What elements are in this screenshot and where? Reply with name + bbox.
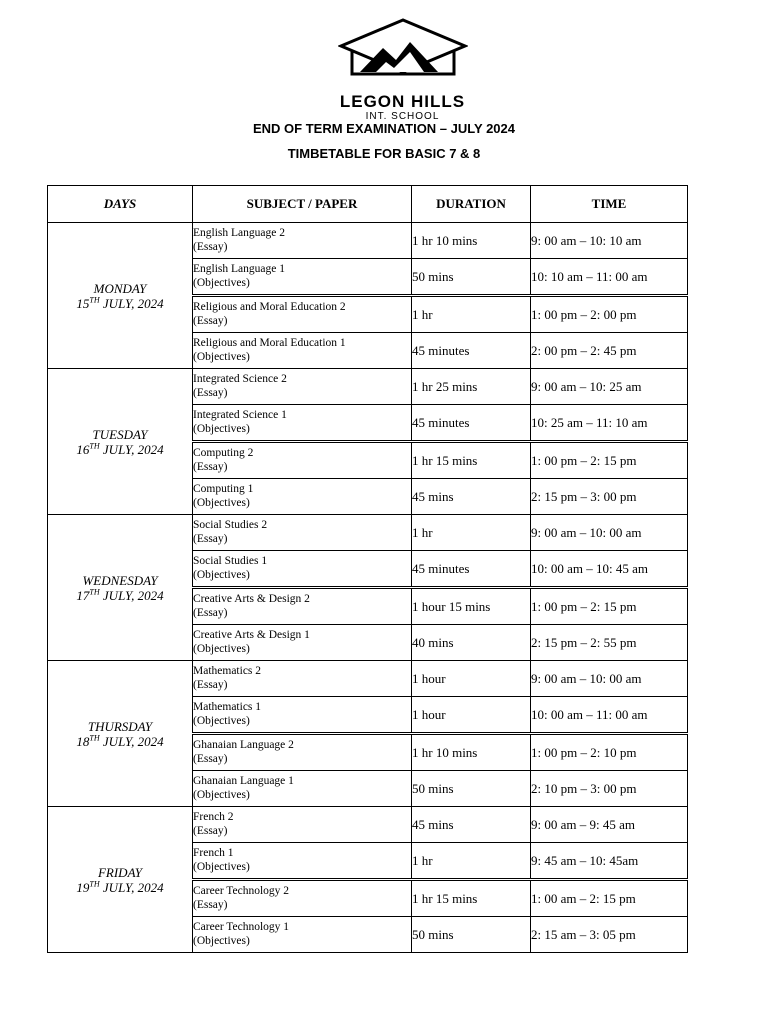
day-date-month: JULY, 2024 — [99, 587, 164, 603]
time-cell: 2: 00 pm – 2: 45 pm — [531, 333, 688, 369]
subject-name: English Language 1 — [193, 263, 285, 275]
subject-cell — [193, 771, 412, 807]
day-date-month: JULY, 2024 — [99, 295, 164, 311]
time-cell: 9: 00 am – 10: 00 am — [531, 515, 688, 551]
paper-type: (Essay) — [193, 824, 228, 837]
day-cell — [48, 807, 193, 953]
day-date — [48, 880, 192, 895]
day-date-suffix: TH — [89, 295, 100, 305]
duration-cell: 45 minutes — [412, 333, 531, 369]
subject-cell — [193, 296, 412, 333]
subject-cell — [193, 479, 412, 515]
subject-name: Mathematics 2 — [193, 665, 262, 677]
time-cell: 1: 00 pm – 2: 15 pm — [531, 588, 688, 625]
paper-type: (Objectives) — [193, 568, 250, 581]
duration-cell: 1 hour — [412, 697, 531, 734]
duration-cell: 1 hour — [412, 661, 531, 697]
day-date-number: 16 — [76, 441, 90, 457]
day-date — [48, 588, 192, 603]
paper-type: (Objectives) — [193, 788, 250, 801]
subject-name: Computing 1 — [193, 483, 254, 495]
subject-cell — [193, 588, 412, 625]
school-subtitle: INT. SCHOOL — [365, 111, 440, 122]
day-name: MONDAY — [93, 280, 147, 296]
subject-cell — [193, 259, 412, 296]
day-name: WEDNESDAY — [82, 572, 158, 588]
duration-cell: 1 hr — [412, 296, 531, 333]
duration-cell: 1 hr 25 mins — [412, 369, 531, 405]
paper-type: (Objectives) — [193, 934, 250, 947]
subject-cell — [193, 880, 412, 917]
time-cell: 10: 00 am – 11: 00 am — [531, 697, 688, 734]
subject-cell — [193, 661, 412, 697]
duration-cell: 1 hr 15 mins — [412, 442, 531, 479]
day-date-month: JULY, 2024 — [99, 879, 164, 895]
subject-name: Career Technology 1 — [193, 921, 290, 933]
day-date-suffix: TH — [89, 733, 100, 743]
time-cell: 9: 00 am – 10: 00 am — [531, 661, 688, 697]
day-date-number: 15 — [76, 295, 90, 311]
school-name: LEGON HILLS — [339, 92, 466, 111]
duration-cell: 1 hr — [412, 843, 531, 880]
time-cell: 10: 00 am – 10: 45 am — [531, 551, 688, 588]
subject-cell — [193, 917, 412, 953]
page-title: END OF TERM EXAMINATION – JULY 2024 — [253, 121, 515, 136]
time-cell: 10: 10 am – 11: 00 am — [531, 259, 688, 296]
subject-name: English Language 2 — [193, 227, 285, 239]
subject-name: Computing 2 — [193, 447, 254, 459]
paper-type: (Essay) — [193, 532, 228, 545]
day-date — [48, 734, 192, 749]
time-cell: 1: 00 am – 2: 15 pm — [531, 880, 688, 917]
subject-cell — [193, 515, 412, 551]
day-date — [48, 296, 192, 311]
day-cell — [48, 223, 193, 369]
paper-type: (Objectives) — [193, 350, 250, 363]
subject-name: Ghanaian Language 1 — [193, 775, 294, 787]
time-cell: 9: 00 am – 10: 10 am — [531, 223, 688, 259]
paper-type: (Objectives) — [193, 714, 250, 727]
paper-type: (Essay) — [193, 240, 228, 253]
day-date-suffix: TH — [89, 441, 100, 451]
duration-cell: 45 mins — [412, 807, 531, 843]
subject-name: Religious and Moral Education 2 — [193, 301, 346, 313]
page-subtitle: TIMBETABLE FOR BASIC 7 & 8 — [287, 146, 481, 161]
day-date-suffix: TH — [89, 587, 100, 597]
table-row — [48, 807, 688, 843]
time-cell: 9: 00 am – 9: 45 am — [531, 807, 688, 843]
subject-name: Social Studies 2 — [193, 519, 268, 531]
paper-type: (Objectives) — [193, 422, 250, 435]
time-cell: 1: 00 pm – 2: 00 pm — [531, 296, 688, 333]
subject-cell — [193, 333, 412, 369]
subject-cell — [193, 405, 412, 442]
subject-cell — [193, 734, 412, 771]
subject-name: Religious and Moral Education 1 — [193, 337, 346, 349]
subject-cell — [193, 369, 412, 405]
day-cell — [48, 369, 193, 515]
day-cell — [48, 515, 193, 661]
subject-cell — [193, 807, 412, 843]
subject-cell — [193, 551, 412, 588]
subject-name: Integrated Science 1 — [193, 409, 287, 421]
table-row — [48, 661, 688, 697]
graduation-cap-icon — [338, 18, 468, 92]
table-row — [48, 223, 688, 259]
day-name: FRIDAY — [97, 864, 143, 880]
day-date-number: 19 — [76, 879, 90, 895]
subject-name: Career Technology 2 — [193, 885, 290, 897]
subject-cell — [193, 625, 412, 661]
paper-type: (Essay) — [193, 752, 228, 765]
day-date-suffix: TH — [89, 879, 100, 889]
paper-type: (Objectives) — [193, 642, 250, 655]
subject-name: Creative Arts & Design 1 — [193, 629, 310, 641]
subject-name: Creative Arts & Design 2 — [193, 593, 310, 605]
time-cell: 2: 15 pm – 2: 55 pm — [531, 625, 688, 661]
day-cell — [48, 661, 193, 807]
subject-cell — [193, 843, 412, 880]
time-cell: 9: 45 am – 10: 45am — [531, 843, 688, 880]
school-logo — [330, 14, 475, 122]
header-time: TIME — [531, 186, 688, 223]
subject-name: Social Studies 1 — [193, 555, 268, 567]
duration-cell: 50 mins — [412, 771, 531, 807]
day-name: THURSDAY — [87, 718, 153, 734]
paper-type: (Objectives) — [193, 860, 250, 873]
duration-cell: 1 hr 15 mins — [412, 880, 531, 917]
paper-type: (Essay) — [193, 898, 228, 911]
subject-cell — [193, 223, 412, 259]
timetable — [47, 185, 688, 953]
subject-name: Integrated Science 2 — [193, 373, 287, 385]
duration-cell: 1 hr 10 mins — [412, 223, 531, 259]
paper-type: (Essay) — [193, 460, 228, 473]
header-subject: SUBJECT / PAPER — [193, 186, 412, 223]
table-row — [48, 369, 688, 405]
duration-cell: 45 minutes — [412, 551, 531, 588]
subject-cell — [193, 697, 412, 734]
time-cell: 2: 10 pm – 3: 00 pm — [531, 771, 688, 807]
paper-type: (Essay) — [193, 678, 228, 691]
paper-type: (Essay) — [193, 386, 228, 399]
time-cell: 10: 25 am – 11: 10 am — [531, 405, 688, 442]
subject-name: French 1 — [193, 847, 234, 859]
duration-cell: 45 minutes — [412, 405, 531, 442]
paper-type: (Essay) — [193, 314, 228, 327]
time-cell: 9: 00 am – 10: 25 am — [531, 369, 688, 405]
subject-name: Mathematics 1 — [193, 701, 262, 713]
duration-cell: 1 hr — [412, 515, 531, 551]
header-days: DAYS — [48, 186, 193, 223]
timetable-body — [48, 223, 688, 953]
duration-cell: 50 mins — [412, 917, 531, 953]
paper-type: (Objectives) — [193, 276, 250, 289]
duration-cell: 1 hr 10 mins — [412, 734, 531, 771]
table-row — [48, 515, 688, 551]
time-cell: 2: 15 am – 3: 05 pm — [531, 917, 688, 953]
time-cell: 2: 15 pm – 3: 00 pm — [531, 479, 688, 515]
day-date — [48, 442, 192, 457]
subject-name: French 2 — [193, 811, 234, 823]
header-row — [48, 186, 688, 223]
day-name: TUESDAY — [92, 426, 148, 442]
subject-cell — [193, 442, 412, 479]
header-duration: DURATION — [412, 186, 531, 223]
duration-cell: 40 mins — [412, 625, 531, 661]
duration-cell: 1 hour 15 mins — [412, 588, 531, 625]
paper-type: (Essay) — [193, 606, 228, 619]
duration-cell: 45 mins — [412, 479, 531, 515]
paper-type: (Objectives) — [193, 496, 250, 509]
time-cell: 1: 00 pm – 2: 15 pm — [531, 442, 688, 479]
subject-name: Ghanaian Language 2 — [193, 739, 294, 751]
day-date-number: 18 — [76, 733, 90, 749]
time-cell: 1: 00 pm – 2: 10 pm — [531, 734, 688, 771]
day-date-number: 17 — [76, 587, 90, 603]
day-date-month: JULY, 2024 — [99, 733, 164, 749]
duration-cell: 50 mins — [412, 259, 531, 296]
day-date-month: JULY, 2024 — [99, 441, 164, 457]
